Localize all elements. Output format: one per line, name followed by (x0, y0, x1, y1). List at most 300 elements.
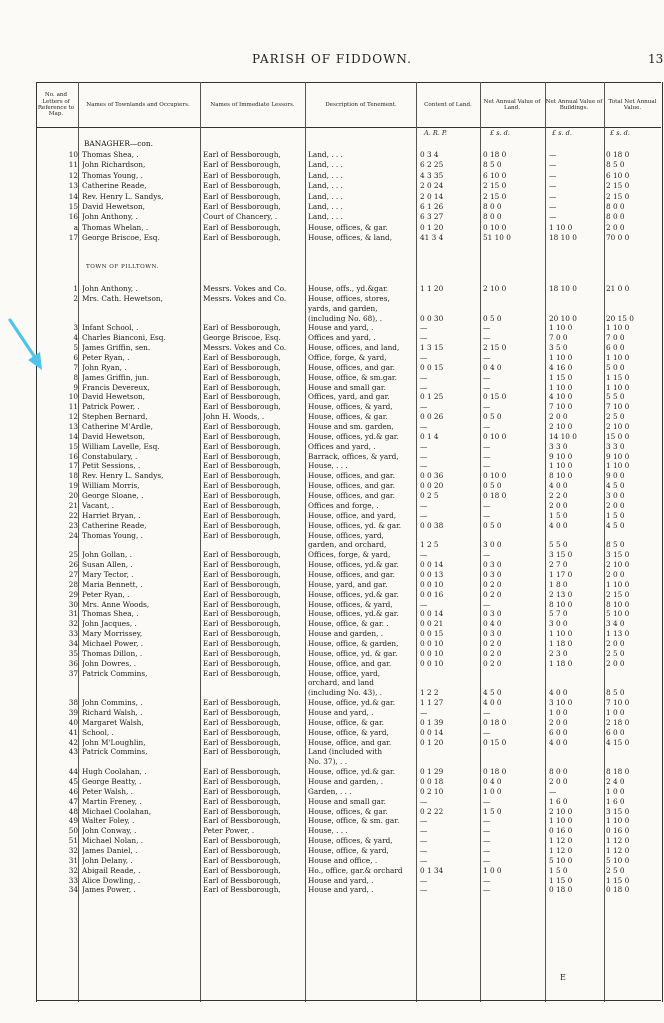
cell-tot: 2 15 0 (606, 191, 630, 201)
cell-no: 33 (68, 629, 78, 639)
cell-occ: David Hewetson, (82, 392, 145, 402)
table-row (0, 609, 664, 619)
cell-bld: 1 12 0 (549, 836, 573, 846)
cell-les: Messrs. Vokes and Co. (203, 284, 287, 293)
cell-val: 0 4 0 (483, 619, 502, 629)
table-row (0, 659, 664, 669)
cell-tot: 3 0 0 (606, 491, 625, 501)
cell-val: — (483, 796, 491, 806)
cell-les: Earl of Bessborough, (203, 481, 281, 491)
cell-tot: 8 10 0 (606, 599, 630, 609)
cell-no: 43 (68, 747, 78, 757)
cell-no: 42 (68, 737, 78, 747)
cell-les: Earl of Bessborough, (203, 431, 281, 441)
cell-bld: 20 10 0 (549, 313, 577, 323)
table-row (0, 333, 664, 343)
table-row (0, 885, 664, 895)
cell-bld: 18 10 0 (549, 284, 577, 293)
cell-tot: 1 10 0 (606, 382, 630, 392)
cell-no: 11 (68, 160, 78, 170)
table-row (0, 787, 664, 797)
cell-no: 34 (68, 638, 78, 648)
cell-tot: 2 0 0 (606, 658, 625, 668)
cell-bld: 3 15 0 (549, 550, 573, 560)
cell-occ: Charles Bianconi, Esq. (82, 333, 166, 343)
table-row (0, 856, 664, 866)
cell-occ: Infant School, . (82, 323, 139, 333)
units-land: £ s. d. (490, 129, 510, 137)
cell-cont: 1 2 5 (420, 540, 439, 550)
cell-cont: — (420, 353, 428, 363)
cell-no: 51 (68, 836, 78, 846)
cell-val: 0 2 0 (483, 589, 502, 599)
cell-occ: Vacant, . (82, 500, 114, 510)
cell-tot: 1 12 0 (606, 836, 630, 846)
table-row (0, 669, 664, 679)
cell-val: 2 15 0 (483, 181, 507, 191)
cell-val: — (483, 372, 491, 382)
signature-mark: E (560, 973, 566, 982)
cell-occ: Rev. Henry L. Sandys, (82, 471, 164, 481)
cell-val: — (483, 550, 491, 560)
cell-bld: 1 10 0 (549, 353, 573, 363)
cell-tot: 0 18 0 (606, 885, 630, 895)
cell-tot: 5 10 0 (606, 609, 630, 619)
cell-desc: House, . . . (308, 461, 348, 471)
cell-bld: 1 15 0 (549, 875, 573, 885)
cell-tot: 1 0 0 (606, 786, 625, 796)
cell-occ: Constabulary, . (82, 451, 138, 461)
cell-les: Earl of Bessborough, (203, 569, 281, 579)
cell-bld: 1 5 0 (549, 510, 568, 520)
cell-val: 0 2 0 (483, 579, 502, 589)
cell-desc: House and small gar. (308, 796, 386, 806)
cell-cont: 0 0 20 (420, 481, 444, 491)
cell-desc: House, offices, yd. & gar. (308, 520, 402, 530)
cell-cont: 0 0 15 (420, 629, 444, 639)
col-header-occupiers: Names of Townlands and Occupiers. (86, 101, 190, 108)
cell-occ: Maria Bennett, . (82, 579, 143, 589)
table-row (0, 294, 664, 304)
cell-cont: 0 0 38 (420, 520, 444, 530)
cell-bld: 4 0 0 (549, 688, 568, 698)
cell-cont: — (420, 323, 428, 333)
cell-les: Earl of Bessborough, (203, 520, 281, 530)
table-row (0, 511, 664, 521)
cell-no: 33 (68, 875, 78, 885)
table-row (0, 363, 664, 373)
cell-no: 13 (68, 181, 78, 191)
cell-val: 0 3 0 (483, 629, 502, 639)
cell-bld: 2 0 0 (549, 717, 568, 727)
cell-cont: — (420, 836, 428, 846)
cell-les: Earl of Bessborough, (203, 599, 281, 609)
cell-no: 44 (68, 767, 78, 777)
cell-no: 5 (73, 343, 78, 353)
cell-les: Earl of Bessborough, (203, 510, 281, 520)
cell-cont: — (420, 441, 428, 451)
cell-tot: 8 0 0 (606, 212, 625, 222)
cell-cont: 0 1 29 (420, 767, 444, 777)
cell-occ: John Dowres, . (82, 658, 137, 668)
cell-cont: 0 0 14 (420, 609, 444, 619)
cell-bld: — (549, 191, 557, 201)
cell-no: 9 (73, 382, 78, 392)
cell-tot: 21 0 0 (606, 284, 630, 293)
cell-no: 8 (73, 372, 78, 382)
cell-val: 0 3 0 (483, 569, 502, 579)
cell-val: — (483, 451, 491, 461)
table-row (0, 521, 664, 531)
cell-les: Earl of Bessborough, (203, 855, 281, 865)
cell-desc: Land, . . . (308, 150, 343, 159)
cell-bld: 5 5 0 (549, 540, 568, 550)
cell-desc: Land, . . . (308, 181, 343, 191)
col-header-description: Description of Tenement. (325, 101, 397, 108)
cell-desc: garden, and orchard, (308, 540, 387, 550)
cell-desc: House, office, yd.& gar. (308, 698, 396, 708)
cell-desc: House and garden, . (308, 629, 384, 639)
cell-desc: House, offices, & land, (308, 233, 393, 243)
cell-desc: House and yard, . (308, 875, 374, 885)
cell-les: Court of Chancery, . (203, 212, 278, 222)
cell-les: Earl of Bessborough, (203, 609, 281, 619)
cell-cont: 0 3 4 (420, 150, 439, 159)
table-row (0, 501, 664, 511)
cell-occ: Peter Ryan, . (82, 589, 130, 599)
cell-les: Earl of Bessborough, (203, 170, 281, 180)
cell-occ: Rev. Henry L. Sandys, (82, 191, 164, 201)
cell-no: 46 (68, 786, 78, 796)
cell-les: Earl of Bessborough, (203, 560, 281, 570)
cell-tot: 1 13 0 (606, 629, 630, 639)
cell-occ: Mary Tector, . (82, 569, 134, 579)
cell-tot: 6 10 0 (606, 170, 630, 180)
table-row (0, 767, 664, 777)
table-row (0, 202, 664, 212)
cell-les: Earl of Bessborough, (203, 353, 281, 363)
cell-val: 0 3 0 (483, 560, 502, 570)
cell-desc: House, office, & garden, (308, 638, 399, 648)
cell-occ: George Beatty, . (82, 777, 142, 786)
cell-occ: George Sloane, . (82, 491, 144, 501)
cell-bld: 4 10 0 (549, 392, 573, 402)
cell-desc: House, offices, stores, (308, 293, 390, 303)
cell-occ: Petit Sessions, . (82, 461, 141, 471)
cell-les: Earl of Bessborough, (203, 382, 281, 392)
cell-no: 41 (68, 727, 78, 737)
table-row (0, 442, 664, 452)
cell-no: 4 (73, 333, 78, 343)
cell-occ: Harriet Bryan, . (82, 510, 141, 520)
cell-occ: James Daniel, . (82, 846, 138, 856)
cell-val: 0 10 0 (483, 431, 507, 441)
cell-cont: 6 2 25 (420, 160, 444, 170)
cell-val: 0 2 0 (483, 638, 502, 648)
cell-cont: 0 2 22 (420, 806, 444, 816)
cell-occ: Alice Dowling, . (82, 875, 141, 885)
cell-no: 18 (68, 471, 78, 481)
cell-val: — (483, 441, 491, 451)
cell-cont: 1 2 2 (420, 688, 439, 698)
cell-occ: Michael Nolan, . (82, 836, 144, 846)
cell-val: — (483, 500, 491, 510)
cell-les: Earl of Bessborough, (203, 658, 281, 668)
cell-les: Earl of Bessborough, (203, 589, 281, 599)
cell-desc: orchard, and land (308, 678, 374, 688)
cell-no: 12 (68, 170, 78, 180)
cell-no: 13 (68, 422, 78, 432)
cell-val: — (483, 846, 491, 856)
cell-no: 32 (68, 846, 78, 856)
cell-desc: House and garden, . (308, 777, 384, 786)
cell-cont: — (420, 707, 428, 717)
cell-les: Earl of Bessborough, (203, 875, 281, 885)
table-row (0, 728, 664, 738)
table-row (0, 471, 664, 481)
cell-no: 10 (68, 392, 78, 402)
cell-tot: 8 18 0 (606, 767, 630, 777)
cell-occ: David Hewetson, (82, 431, 145, 441)
cell-les: Messrs. Vokes and Co. (203, 293, 287, 303)
cell-bld: 14 10 0 (549, 431, 577, 441)
cell-no: 3 (73, 323, 78, 333)
cell-no: 34 (68, 885, 78, 895)
cell-cont: — (420, 451, 428, 461)
cell-no: 11 (68, 402, 78, 412)
cell-no: 15 (68, 202, 78, 211)
table-row (0, 777, 664, 787)
cell-val: 2 15 0 (483, 343, 507, 353)
cell-les: Earl of Bessborough, (203, 422, 281, 432)
cell-desc: House, office, yard, (308, 668, 381, 678)
table-row (0, 649, 664, 659)
cell-no: 28 (68, 579, 78, 589)
section-banagher: BANAGHER—con. (84, 139, 153, 148)
cell-val: 0 10 0 (483, 471, 507, 481)
cell-les: Earl of Bessborough, (203, 451, 281, 461)
cell-occ: James Griffin, sen. (82, 343, 151, 353)
cell-bld: 1 17 0 (549, 569, 573, 579)
cell-desc: House, offices, & yard, (308, 836, 393, 846)
cell-occ: Hugh Coolahan, . (82, 767, 147, 777)
cell-no: 12 (68, 412, 78, 422)
cell-desc: House, offices, and gar. (308, 491, 395, 501)
table-row (0, 491, 664, 501)
cell-bld: 1 8 0 (549, 579, 568, 589)
table-row (0, 570, 664, 580)
cell-bld: 2 7 0 (549, 560, 568, 570)
cell-cont: 0 0 10 (420, 638, 444, 648)
cell-tot: 8 5 0 (606, 688, 625, 698)
cell-bld: 0 16 0 (549, 826, 573, 836)
cell-cont: 1 1 27 (420, 698, 444, 708)
cell-cont: 1 1 20 (420, 284, 444, 293)
cell-les: Earl of Bessborough, (203, 619, 281, 629)
cell-les: Earl of Bessborough, (203, 737, 281, 747)
cell-no: 39 (68, 707, 78, 717)
cell-occ: Patrick Power, . (82, 402, 140, 412)
table-row (0, 284, 664, 294)
cell-val: — (483, 727, 491, 737)
cell-occ: Mrs. Cath. Hewetson, (82, 293, 163, 303)
cell-desc: Ho., office, gar.& orchard (308, 865, 403, 875)
cell-tot: 6 0 0 (606, 727, 625, 737)
cell-bld: 1 10 0 (549, 323, 573, 333)
table-row (0, 304, 664, 314)
cell-no: 7 (73, 362, 78, 372)
cell-cont: 0 0 36 (420, 471, 444, 481)
table-row (0, 747, 664, 757)
cell-les: Earl of Bessborough, (203, 579, 281, 589)
cell-bld: 4 0 0 (549, 481, 568, 491)
table-row (0, 192, 664, 202)
cell-desc: House and yard, . (308, 707, 374, 717)
cell-tot: 1 10 0 (606, 323, 630, 333)
cell-no: 14 (68, 431, 78, 441)
cell-val: 6 10 0 (483, 170, 507, 180)
cell-desc: (including No. 43), . (308, 688, 383, 698)
cell-bld: — (549, 150, 557, 159)
cell-les: Earl of Bessborough, (203, 836, 281, 846)
cell-bld: 18 10 0 (549, 233, 577, 243)
cell-desc: House and yard, . (308, 885, 374, 895)
cell-tot: 5 10 0 (606, 855, 630, 865)
cell-no: 31 (68, 855, 78, 865)
cell-tot: 5 0 0 (606, 362, 625, 372)
cell-desc: Office, forge, & yard, (308, 353, 387, 363)
cell-bld: 5 10 0 (549, 855, 573, 865)
cell-bld: 5 7 0 (549, 609, 568, 619)
cell-tot: 1 6 0 (606, 796, 625, 806)
cell-bld: 1 15 0 (549, 372, 573, 382)
cell-val: — (483, 599, 491, 609)
cell-cont: — (420, 402, 428, 412)
cell-occ: Margaret Walsh, (82, 717, 144, 727)
cell-no: 10 (68, 150, 78, 159)
cell-tot: 1 10 0 (606, 461, 630, 471)
cell-desc: House, office, and gar. (308, 658, 392, 668)
cell-no: 50 (68, 826, 78, 836)
table-row (0, 600, 664, 610)
cell-desc: House, office, yd.& gar. (308, 767, 396, 777)
cell-bld: 3 3 0 (549, 441, 568, 451)
cell-no: 32 (68, 619, 78, 629)
cell-bld: 8 10 0 (549, 471, 573, 481)
cell-cont: 0 0 14 (420, 727, 444, 737)
cell-desc: House, offices, and gar. (308, 481, 395, 491)
cell-bld: 1 18 0 (549, 658, 573, 668)
cell-occ: Peter Ryan, . (82, 353, 130, 363)
cell-les: Earl of Bessborough, (203, 202, 281, 211)
cell-occ: David Hewetson, (82, 202, 145, 211)
cell-desc: House, offices, & yard, (308, 402, 393, 412)
cell-bld: 9 10 0 (549, 451, 573, 461)
cell-tot: 1 15 0 (606, 875, 630, 885)
table-row (0, 846, 664, 856)
cell-desc: House, office, & yard, (308, 727, 389, 737)
cell-occ: William Lavelle, Esq. (82, 441, 160, 451)
table-row (0, 233, 664, 243)
table-row (0, 392, 664, 402)
cell-cont: — (420, 846, 428, 856)
cell-cont: 0 1 20 (420, 737, 444, 747)
col-header-lessors: Names of Immediate Lessors. (210, 101, 295, 108)
cell-bld: 2 13 0 (549, 589, 573, 599)
cell-cont: 2 0 14 (420, 191, 444, 201)
cell-no: 6 (73, 353, 78, 363)
cell-tot: 3 3 0 (606, 441, 625, 451)
cell-bld: 3 5 0 (549, 343, 568, 353)
cell-les: John H. Woods, . (203, 412, 265, 422)
cell-bld: — (549, 786, 557, 796)
cell-desc: House, office, & gar. . (308, 619, 389, 629)
table-row (0, 797, 664, 807)
cell-les: Messrs. Vokes and Co. (203, 343, 287, 353)
cell-val: 0 15 0 (483, 392, 507, 402)
cell-val: 51 10 0 (483, 233, 511, 243)
cell-desc: House, office, & sm. gar. (308, 816, 400, 826)
cell-desc: Land, . . . (308, 212, 343, 222)
cell-val: 0 18 0 (483, 717, 507, 727)
cell-val: — (483, 826, 491, 836)
cell-tot: 1 15 0 (606, 372, 630, 382)
cell-bld: 2 0 0 (549, 500, 568, 510)
cell-desc: House, office, & yard, (308, 846, 389, 856)
cell-tot: 2 5 0 (606, 412, 625, 422)
table-row (0, 160, 664, 170)
cell-occ: School, . (82, 727, 114, 737)
cell-bld: 7 10 0 (549, 402, 573, 412)
cell-bld: 1 5 0 (549, 865, 568, 875)
cell-cont: 0 0 21 (420, 619, 444, 629)
cell-occ: Thomas Shea, . (82, 150, 139, 159)
cell-no: 35 (68, 648, 78, 658)
cell-bld: 1 10 0 (549, 222, 573, 232)
cell-no: 31 (68, 609, 78, 619)
cell-les: Earl of Bessborough, (203, 629, 281, 639)
cell-val: 2 10 0 (483, 284, 507, 293)
cell-desc: House and small gar. (308, 382, 386, 392)
cell-no: 19 (68, 481, 78, 491)
cell-occ: William Morris, (82, 481, 140, 491)
cell-desc: Garden, . . . (308, 786, 352, 796)
cell-occ: Susan Allen, . (82, 560, 133, 570)
cell-les: Earl of Bessborough, (203, 707, 281, 717)
cell-val: 1 5 0 (483, 806, 502, 816)
cell-occ: George Briscoe, Esq. (82, 233, 160, 243)
cell-tot: 2 5 0 (606, 648, 625, 658)
cell-val: 3 0 0 (483, 540, 502, 550)
cell-val: 4 5 0 (483, 688, 502, 698)
cell-no: 15 (68, 441, 78, 451)
cell-les: Earl of Bessborough, (203, 865, 281, 875)
cell-tot: 4 5 0 (606, 520, 625, 530)
cell-val: 0 18 0 (483, 491, 507, 501)
cell-no: 14 (68, 191, 78, 201)
cell-cont: 0 1 4 (420, 431, 439, 441)
cell-desc: House, . . . (308, 826, 348, 836)
cell-occ: Thomas Whelan, . (82, 222, 149, 232)
cell-bld: 2 2 0 (549, 491, 568, 501)
table-row (0, 353, 664, 363)
cell-cont: — (420, 796, 428, 806)
table-row (0, 718, 664, 728)
table-row (0, 481, 664, 491)
cell-cont: 0 0 30 (420, 313, 444, 323)
cell-bld: — (549, 212, 557, 222)
cell-bld: — (549, 170, 557, 180)
